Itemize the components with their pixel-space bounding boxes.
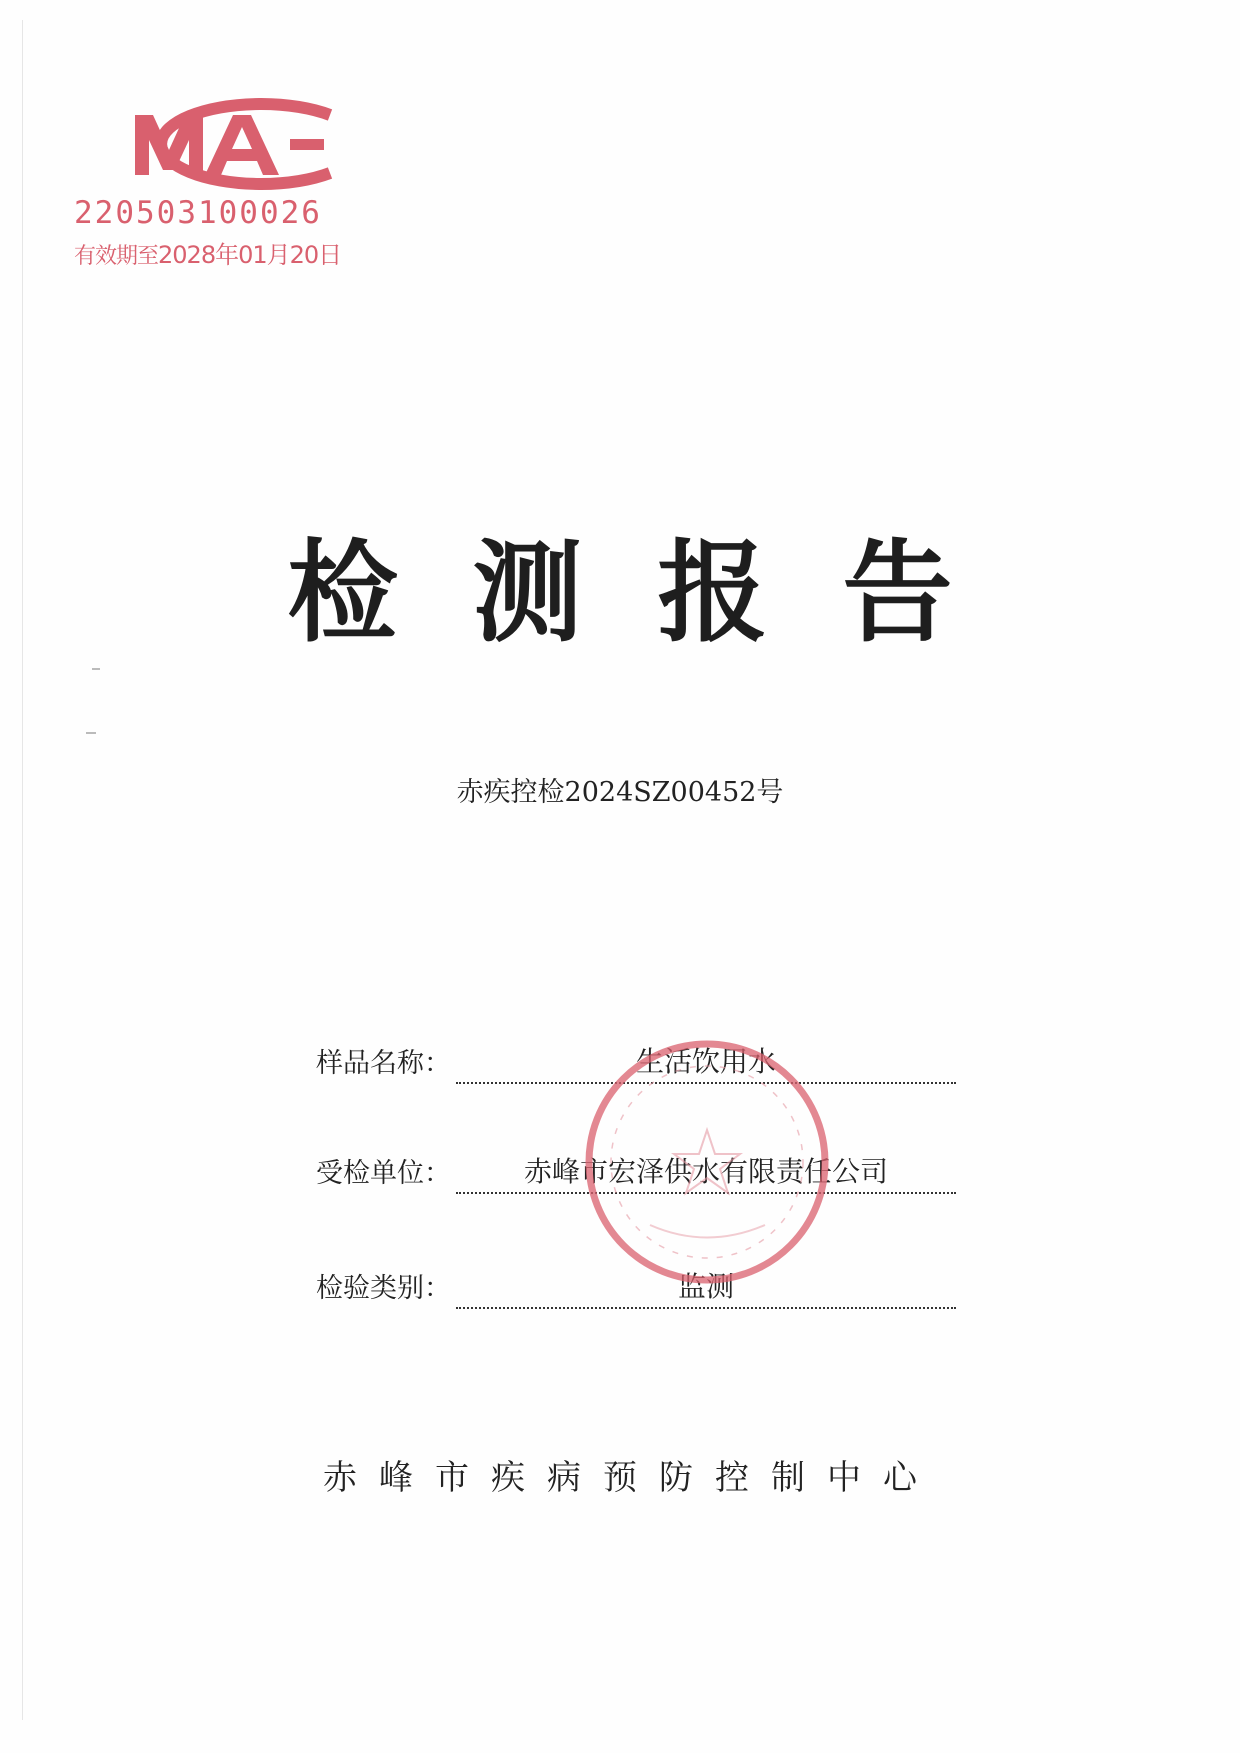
- scan-speck: [86, 732, 96, 734]
- field-value: 生活饮用水: [635, 1045, 776, 1078]
- scan-speck: [92, 668, 100, 670]
- cma-logo-icon: [105, 95, 355, 195]
- field-label: 检验类别：: [316, 1273, 451, 1304]
- issuing-organization: 赤峰市疾病预防控制中心: [323, 1458, 939, 1498]
- field-inspected-unit: [316, 1150, 956, 1194]
- field-label: 受检单位：: [316, 1158, 451, 1189]
- field-underline: [456, 1192, 956, 1194]
- cma-validity-date: 2028年01月20日: [158, 241, 342, 269]
- field-underline: [456, 1082, 956, 1084]
- field-label: 样品名称：: [316, 1048, 451, 1079]
- page-title: 检测报告: [287, 528, 1028, 657]
- cma-validity: [74, 235, 341, 270]
- field-underline: [456, 1307, 956, 1309]
- cma-validity-label: 有效期至: [74, 244, 159, 269]
- cma-cert-number: 220503100026: [74, 195, 322, 231]
- field-inspection-category: [316, 1265, 956, 1309]
- field-value: 监测: [677, 1270, 734, 1303]
- cma-certification-stamp: [70, 90, 370, 290]
- field-sample-name: [316, 1040, 956, 1084]
- report-number: 赤疾控检2024SZ00452号: [456, 777, 784, 808]
- field-value: 赤峰市宏泽供水有限责任公司: [523, 1155, 888, 1188]
